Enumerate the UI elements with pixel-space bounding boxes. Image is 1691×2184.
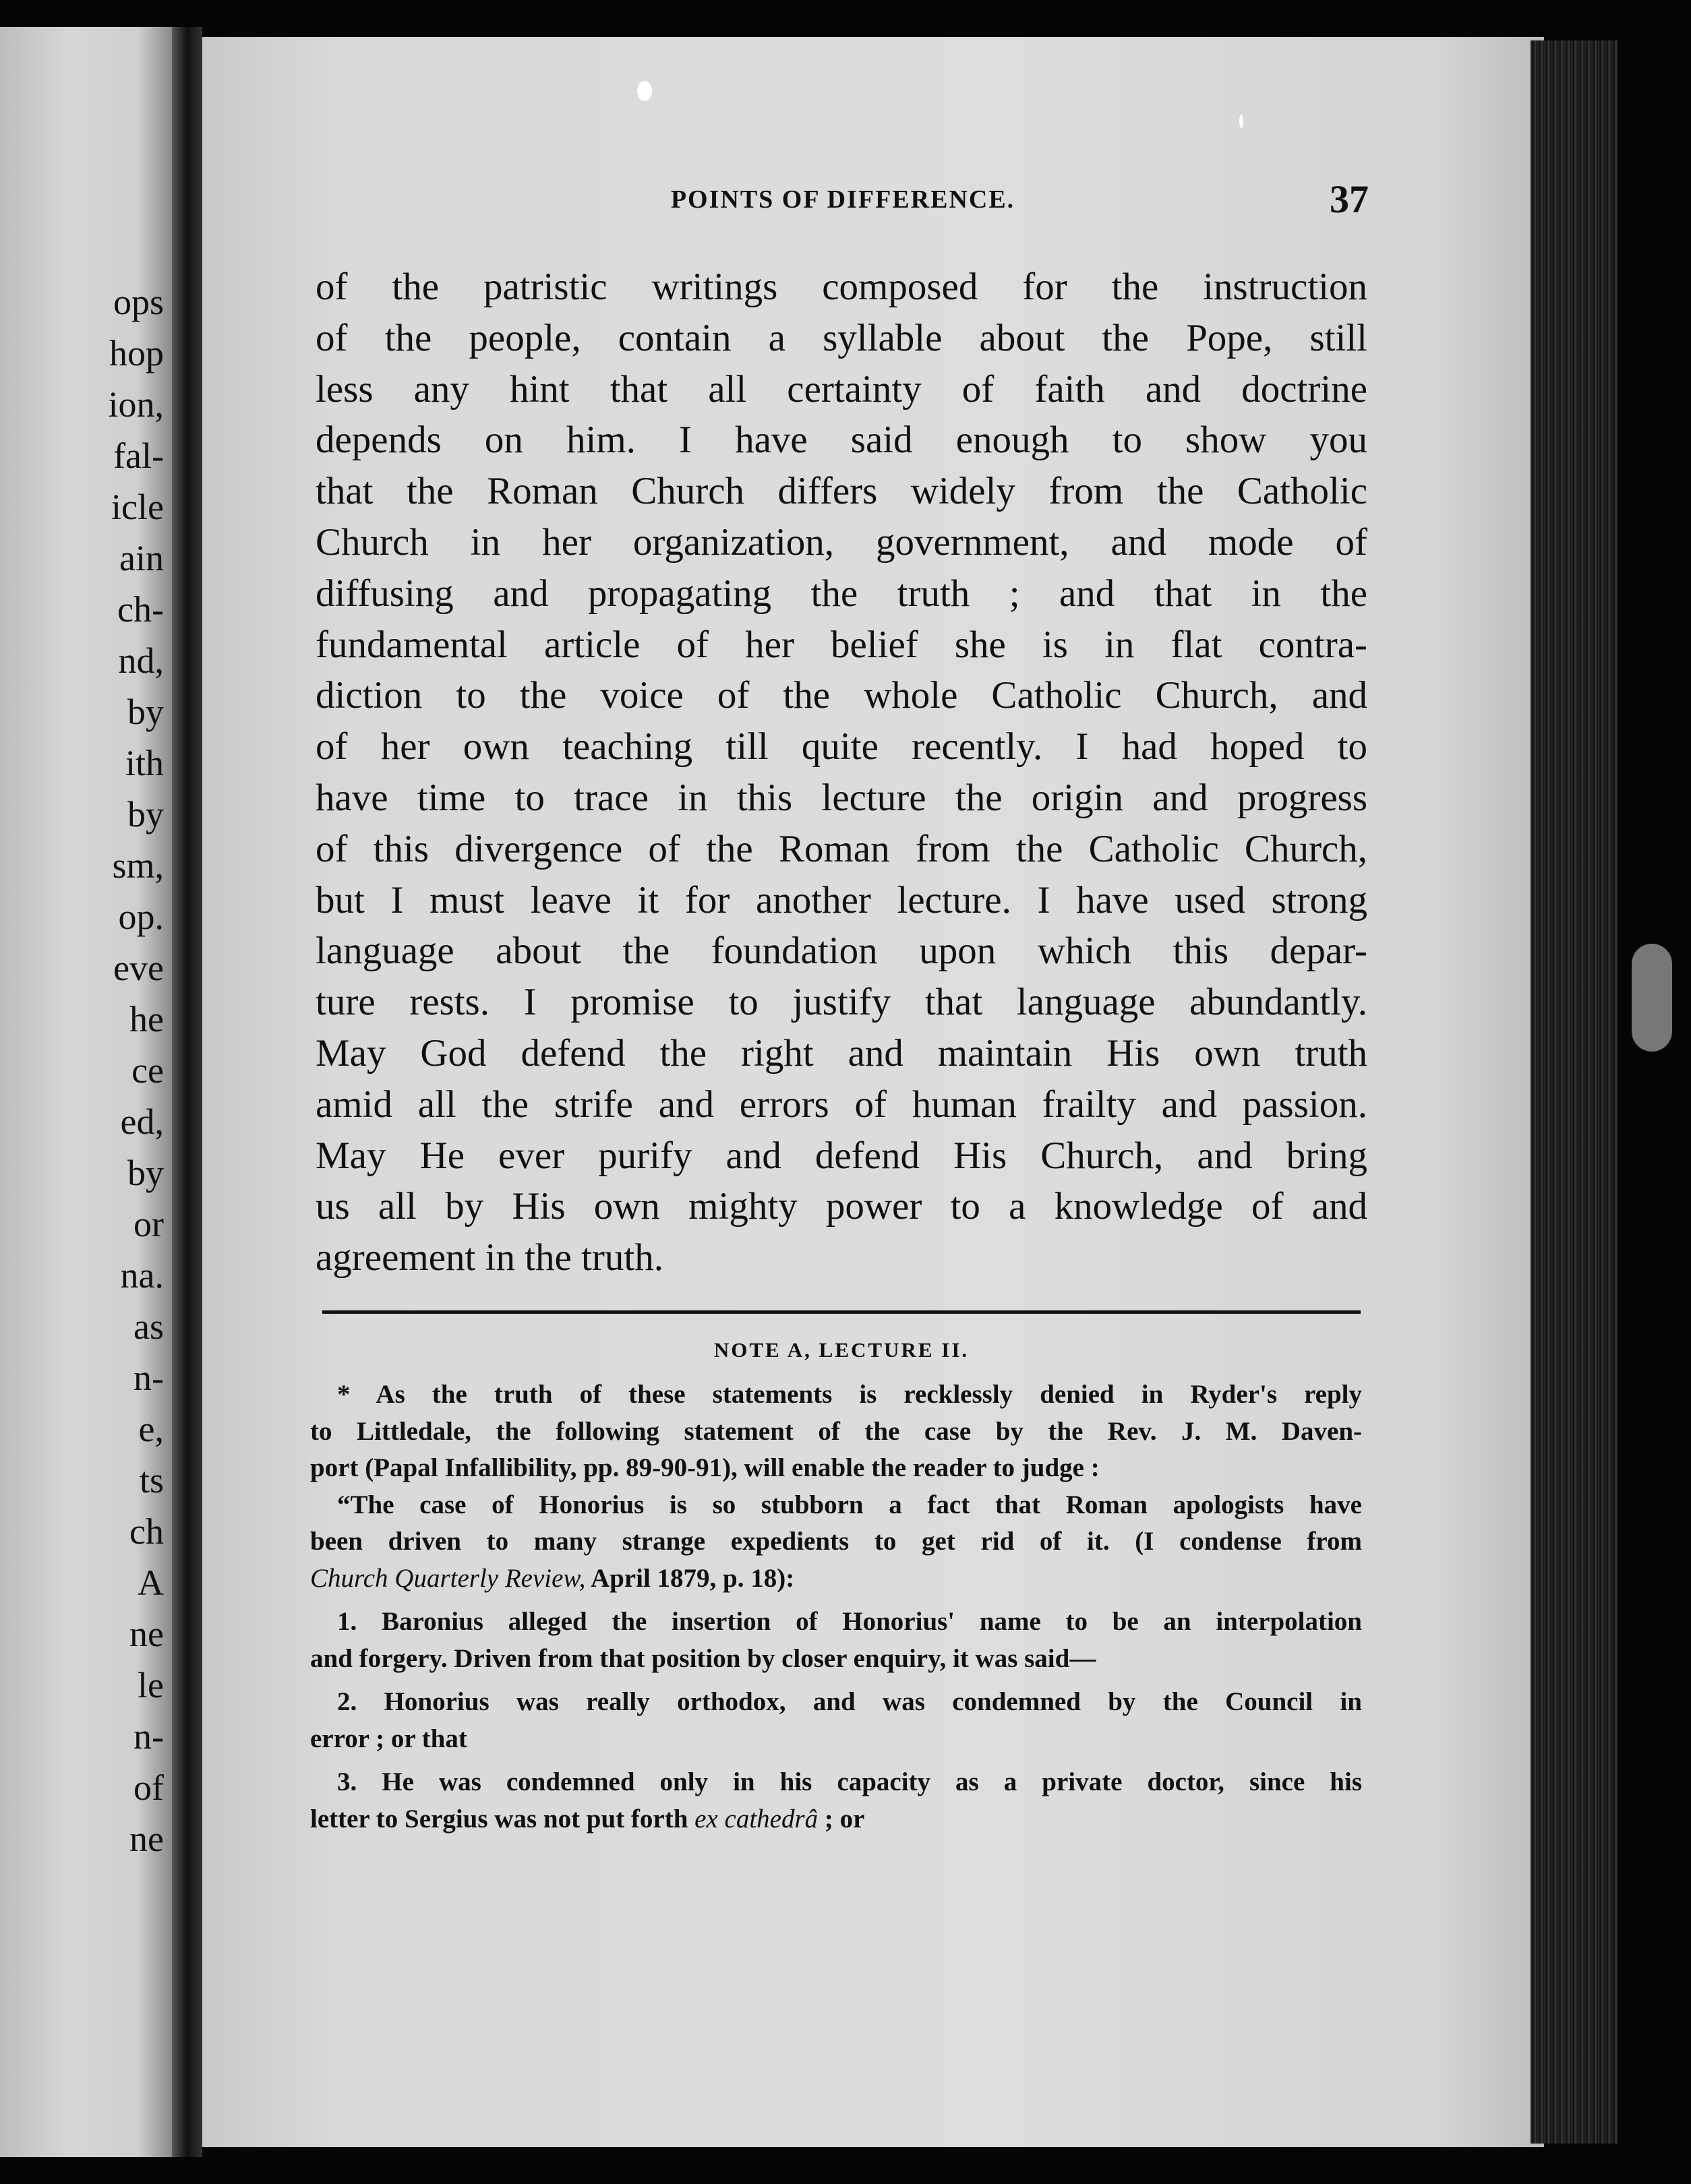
facing-page-fragment: icle [111,487,164,527]
facing-page-fragment: ts [139,1460,164,1500]
facing-page-fragment: by [127,1153,164,1193]
text-line: us all by His own mighty power to a knowledge of and [316,1185,1367,1228]
facing-page-fragment: n- [134,1358,164,1398]
text-line: fundamental article of her belief she is in flat contra- [316,623,1367,666]
facing-page-fragment: ch- [117,589,164,630]
facing-page-fragment: ed, [120,1101,164,1142]
note-line-end: ; or [824,1804,865,1833]
scan-speck [1632,944,1672,1052]
running-head [317,177,1369,231]
page-number: 37 [1330,177,1369,221]
facing-page-fragment: hop [109,333,164,373]
facing-page-fragment: A [138,1563,164,1603]
text-line: of her own teaching till quite recently. I had hoped to [316,725,1367,768]
facing-page-fragment: n- [134,1716,164,1757]
facing-page-fragment: or [134,1204,164,1244]
text-line: less any hint that all certainty of faith and doctrine [316,367,1367,411]
note-line: port (Papal Infallibility, pp. 89-90-91), will enable the reader to judge : [310,1453,1100,1482]
facing-page-fragment: of [134,1767,164,1808]
text-line: of the patristic writings composed for the instruction [316,266,1367,308]
text-line: of the people, contain a syllable about the Pope, still [316,316,1367,359]
note-line-ex-cathedra [310,1801,1362,1838]
ex-cathedra-phrase: ex cathedrâ [694,1804,819,1833]
text-line: diction to the voice of the whole Catholic Church, and [316,674,1367,717]
facing-page-fragment: ne [129,1614,164,1654]
citation-rest: April 1879, p. 18): [590,1563,795,1593]
text-line: of this divergence of the Roman from the Catholic Church, [316,827,1367,870]
note-line: 3. He was condemned only in his capacity as a private doctor, since his [337,1767,1362,1796]
note-line-start: letter to Sergius was not put forth [310,1804,688,1833]
facing-page-fragment: fal- [113,435,164,476]
note-line: 2. Honorius was really orthodox, and was condemned by the Council in [337,1687,1362,1716]
text-line: amid all the strife and errors of human frailty and passion. [316,1083,1367,1126]
facing-page-fragment: sm, [112,845,164,886]
facing-page-fragment: by [127,692,164,732]
facing-page-fragment: e, [138,1409,164,1449]
note-heading: NOTE A, LECTURE II. [713,1338,970,1362]
running-title: POINTS OF DIFFERENCE. [670,185,1015,214]
review-title: Church Quarterly Review, [310,1563,586,1593]
text-line: agreement in the truth. [316,1236,663,1279]
facing-page-fragment: ith [125,743,164,783]
text-line: language about the foundation upon which this depar- [316,930,1367,973]
facing-page-fragment: le [138,1665,164,1705]
footnote-text [310,1376,1362,1838]
facing-page-fragment: as [134,1306,164,1347]
text-line: that the Roman Church differs widely from the Catholic [316,470,1367,513]
note-line-citation [310,1560,1362,1598]
facing-page-fragment: nd, [118,640,164,681]
facing-page-fragment: ne [129,1819,164,1859]
note-line: 1. Baronius alleged the insertion of Honorius' name to be an interpolation [337,1607,1362,1636]
text-line: depends on him. I have said enough to show you [316,419,1367,462]
facing-page-fragment: ain [119,538,164,578]
note-line: “The case of Honorius is so stubborn a fact that Roman apologists have [337,1490,1362,1519]
facing-page-fragment: ops [113,282,164,322]
facing-page-edge [0,27,172,2157]
note-line: and forgery. Driven from that position by closer enquiry, it was said— [310,1643,1096,1673]
text-line: but I must leave it for another lecture. I have used strong [316,878,1367,921]
facing-page-fragment: by [127,794,164,835]
facing-page-fragment: ce [131,1050,164,1091]
page-block-edges [1531,40,1618,2144]
facing-page-fragment: ion, [108,384,164,425]
facing-page-fragment: op. [118,897,164,937]
body-text [316,262,1367,1283]
text-line: ture rests. I promise to justify that language abundantly. [316,981,1367,1024]
facing-page-fragment: ch [129,1511,164,1552]
facing-page-fragment: eve [113,948,164,988]
note-line: to Littledale, the following statement of the case by the Rev. J. M. Daven- [310,1416,1362,1446]
scan-speck [1239,115,1243,128]
text-line: Church in her organization, government, and mode of [316,520,1367,564]
footnote-rule [322,1310,1361,1314]
note-line: error ; or that [310,1724,467,1753]
text-line: diffusing and propagating the truth ; and that in the [316,572,1367,615]
facing-page-text [2,276,164,1864]
book-gutter [172,27,202,2157]
note-line: * As the truth of these statements is recklessly denied in Ryder's reply [337,1380,1362,1409]
text-line: May God defend the right and maintain His own truth [316,1031,1367,1074]
scan-speck [637,81,652,101]
text-line: have time to trace in this lecture the origin and progress [316,776,1367,819]
facing-page-fragment: na. [120,1255,164,1296]
facing-page-fragment: he [129,999,164,1039]
note-line: been driven to many strange expedients to get rid of it. (I condense from [310,1527,1362,1556]
text-line: May He ever purify and defend His Church, and bring [316,1134,1367,1177]
